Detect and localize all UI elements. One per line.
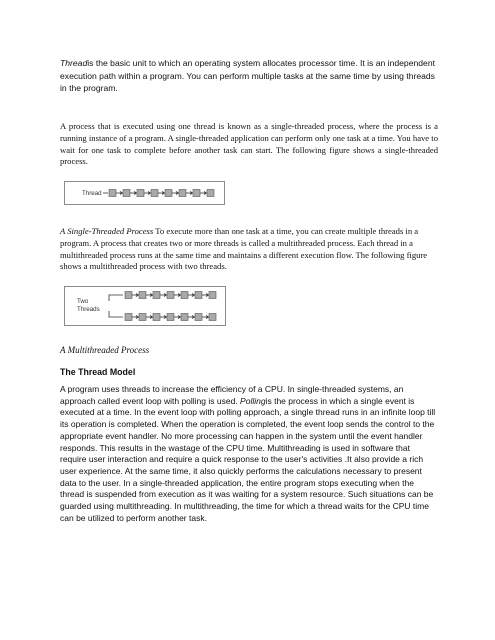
task-box bbox=[109, 190, 116, 197]
task-box bbox=[195, 314, 202, 321]
caption-multithreaded: A Multithreaded Process bbox=[60, 345, 150, 355]
multi-thread-diagram bbox=[65, 287, 225, 325]
task-box bbox=[151, 190, 158, 197]
single-thread-paragraph: A process that is executed using one thread is known as a single-threaded process, where the process is a running instance of a program. A single-threaded application can perform only one task at a time. You have to wait for one task to complete before another task can start. The following figure shows a single-threaded process. bbox=[60, 121, 438, 167]
task-box bbox=[153, 292, 160, 299]
caption-single-threaded: A Single-Threaded Process bbox=[60, 226, 154, 236]
thread-branch-connector bbox=[109, 295, 123, 317]
thread-model-paragraph bbox=[60, 384, 438, 524]
thread-model-text-2: is the process in which a single event is executed at a time. In the event loop with polling approach, a single thread runs in an infinite loop till its operation is completed. When the operation is completed, the event loop sends the control to the appropriate event handler. No more processing can happen in the system until the event handler responds. This results in the wastage of the CPU time. Multithreading is used in software that require user interaction and require a quick response to the user's activities .It also provide a rich user experience. At the same time, it also quickly performs the calculations necessary to present data to the user. In a single-threaded application, the entire program stops executing when the thread is suspended from execution as it was waiting for a system resource. Such situations can be guarded using multithreading. In multithreading, the time for which a thread waits for the CPU time can be utilized to perform another task. bbox=[60, 395, 436, 523]
task-box bbox=[167, 314, 174, 321]
section-heading: The Thread Model bbox=[60, 367, 136, 377]
intro-paragraph bbox=[60, 57, 438, 95]
intro-text: is the basic unit to which an operating system allocates processor time. It is an independent execution path within a program. You can perform multiple tasks at the same time by using threads in the program. bbox=[60, 58, 435, 94]
thread-model-text-1: A program uses threads to increase the efficiency of a CPU. In single-threaded systems, an approach called event loop with polling is used. bbox=[60, 384, 404, 406]
task-box bbox=[195, 292, 202, 299]
task-box bbox=[209, 292, 216, 299]
figure-two-label: Two bbox=[77, 298, 89, 305]
single-thread-figure bbox=[64, 181, 225, 205]
task-box bbox=[181, 292, 188, 299]
multi-thread-figure bbox=[64, 286, 226, 326]
task-box bbox=[179, 190, 186, 197]
task-box bbox=[139, 292, 146, 299]
task-box bbox=[165, 190, 172, 197]
figure-threads-label: Threads bbox=[77, 306, 100, 313]
task-box bbox=[193, 190, 200, 197]
term-polling: Polling bbox=[240, 395, 266, 406]
figure-thread-label: Thread bbox=[82, 190, 102, 197]
single-thread-diagram bbox=[65, 182, 224, 204]
task-box bbox=[137, 190, 144, 197]
task-box bbox=[153, 314, 160, 321]
task-box bbox=[125, 292, 132, 299]
multithread-paragraph bbox=[60, 226, 438, 273]
task-box bbox=[181, 314, 188, 321]
task-box bbox=[209, 314, 216, 321]
task-box bbox=[167, 292, 174, 299]
task-box bbox=[207, 190, 214, 197]
task-box bbox=[123, 190, 130, 197]
task-box bbox=[125, 314, 132, 321]
term-thread: Thread bbox=[60, 58, 88, 68]
task-box bbox=[139, 314, 146, 321]
multithread-text: To execute more than one task at a time, you can create multiple threads in a program. A process that creates two or more threads is called a multithreaded process. Each thread in a multithreaded process runs at the same time and maintains a different execution flow. The following figure shows a multithreaded process with two threads. bbox=[60, 226, 428, 272]
